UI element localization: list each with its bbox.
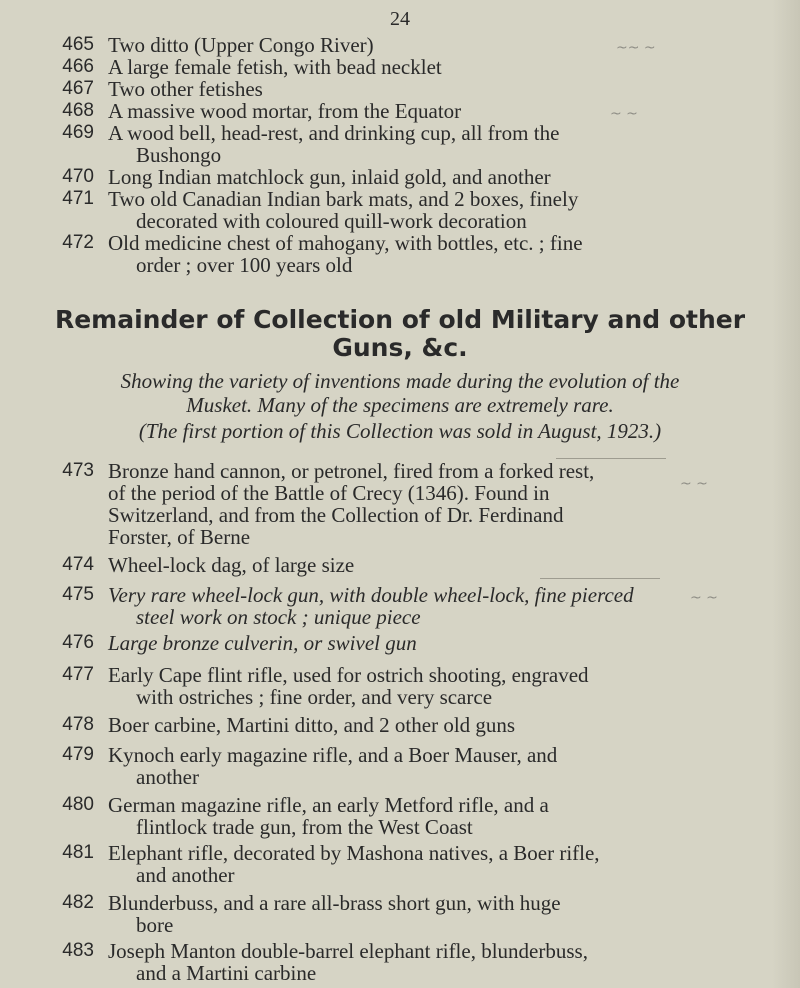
lot-description xyxy=(108,940,668,984)
lot-number: 482 xyxy=(62,892,94,913)
lot-description xyxy=(108,584,668,628)
lot-line: Elephant rifle, decorated by Mashona natives, a Boer rifle, xyxy=(108,841,600,865)
lot-description xyxy=(108,842,668,886)
section-heading-line-2: Guns, &c. xyxy=(332,333,468,362)
lot-line: Large bronze culverin, or swivel gun xyxy=(108,631,417,655)
lot-line: Bronze hand cannon, or petronel, fired from a forked rest, xyxy=(108,459,595,483)
page-edge-shadow xyxy=(772,0,800,988)
lot-line: and a Martini carbine xyxy=(136,961,317,985)
lot-description xyxy=(108,554,668,576)
lot-description xyxy=(108,34,668,56)
lot-line: bore xyxy=(136,913,174,937)
lot-line: another xyxy=(136,765,199,789)
lot-description xyxy=(108,714,668,736)
lot-description xyxy=(108,664,668,708)
lot-description xyxy=(108,166,668,188)
lot-line: Boer carbine, Martini ditto, and 2 other old guns xyxy=(108,713,516,737)
lot-description xyxy=(108,100,668,122)
lot-line: Early Cape flint rifle, used for ostrich shooting, engraved xyxy=(108,663,589,687)
lot-number: 469 xyxy=(62,122,94,143)
pencil-annotation-mark: ~ ~ xyxy=(690,590,718,606)
lot-number: 472 xyxy=(62,232,94,253)
section-heading-line-1: Remainder of Collection of old Military and other xyxy=(54,305,746,334)
lot-line: Two old Canadian Indian bark mats, and 2 boxes, finely xyxy=(108,187,579,211)
pencil-annotation-mark: ~~ ~ xyxy=(616,40,656,56)
pencil-underline xyxy=(540,578,660,579)
section-subheading-line-1: Showing the variety of inventions made during the evolution of the xyxy=(120,369,680,393)
lot-description xyxy=(108,460,668,548)
lot-number: 483 xyxy=(62,940,94,961)
lot-line: German magazine rifle, an early Metford rifle, and a xyxy=(108,793,549,817)
pencil-annotation-mark: ~ ~ xyxy=(680,476,708,492)
lot-line: Very rare wheel-lock gun, with double wheel-lock, fine pierced xyxy=(108,583,634,607)
lot-number: 467 xyxy=(62,78,94,99)
lot-line: A large female fetish, with bead necklet xyxy=(108,55,442,79)
lot-line: Old medicine chest of mahogany, with bottles, etc. ; fine xyxy=(108,231,583,255)
lot-number: 471 xyxy=(62,188,94,209)
lot-number: 465 xyxy=(62,34,94,55)
lot-line: Forster, of Berne xyxy=(108,525,251,549)
lot-number: 476 xyxy=(62,632,94,653)
lot-number: 474 xyxy=(62,554,94,575)
lot-number: 470 xyxy=(62,166,94,187)
lot-line: Kynoch early magazine rifle, and a Boer Mauser, and xyxy=(108,743,558,767)
lot-number: 477 xyxy=(62,664,94,685)
lot-description xyxy=(108,632,668,654)
lot-line: A massive wood mortar, from the Equator xyxy=(108,99,462,123)
lot-description xyxy=(108,122,668,166)
lot-number: 466 xyxy=(62,56,94,77)
lot-line: A wood bell, head-rest, and drinking cup, all from the xyxy=(108,121,560,145)
lot-description xyxy=(108,794,668,838)
lot-description xyxy=(108,892,668,936)
lot-number: 478 xyxy=(62,714,94,735)
lot-line: of the period of the Battle of Crecy (1346). Found in xyxy=(108,481,550,505)
pencil-annotation-mark: ~ ~ xyxy=(610,106,638,122)
lot-number: 475 xyxy=(62,584,94,605)
page-number: 24 xyxy=(390,8,410,30)
lot-line: steel work on stock ; unique piece xyxy=(136,605,421,629)
lot-line: Long Indian matchlock gun, inlaid gold, and another xyxy=(108,165,551,189)
lot-description xyxy=(108,744,668,788)
lot-description xyxy=(108,232,668,276)
section-subheading-line-3: (The first portion of this Collection was sold in August, 1923.) xyxy=(138,419,662,443)
lot-description xyxy=(108,78,668,100)
lot-number: 479 xyxy=(62,744,94,765)
lot-description xyxy=(108,56,668,78)
pencil-underline xyxy=(556,458,666,459)
lot-line: Bushongo xyxy=(136,143,222,167)
lot-line: with ostriches ; fine order, and very scarce xyxy=(136,685,493,709)
section-subheading-line-2: Musket. Many of the specimens are extremely rare. xyxy=(186,393,614,417)
lot-line: Blunderbuss, and a rare all-brass short gun, with huge xyxy=(108,891,561,915)
lot-number: 468 xyxy=(62,100,94,121)
lot-number: 480 xyxy=(62,794,94,815)
lot-description xyxy=(108,188,668,232)
lot-line: Two other fetishes xyxy=(108,77,263,101)
lot-line: Wheel-lock dag, of large size xyxy=(108,553,355,577)
lot-line: flintlock trade gun, from the West Coast xyxy=(136,815,473,839)
lot-number: 473 xyxy=(62,460,94,481)
lot-line: Joseph Manton double-barrel elephant rifle, blunderbuss, xyxy=(108,939,588,963)
lot-line: and another xyxy=(136,863,235,887)
lot-line: order ; over 100 years old xyxy=(136,253,353,277)
lot-line: Switzerland, and from the Collection of Dr. Ferdinand xyxy=(108,503,564,527)
lot-line: decorated with coloured quill-work decoration xyxy=(136,209,527,233)
lot-number: 481 xyxy=(62,842,94,863)
lot-line: Two ditto (Upper Congo River) xyxy=(108,33,374,57)
